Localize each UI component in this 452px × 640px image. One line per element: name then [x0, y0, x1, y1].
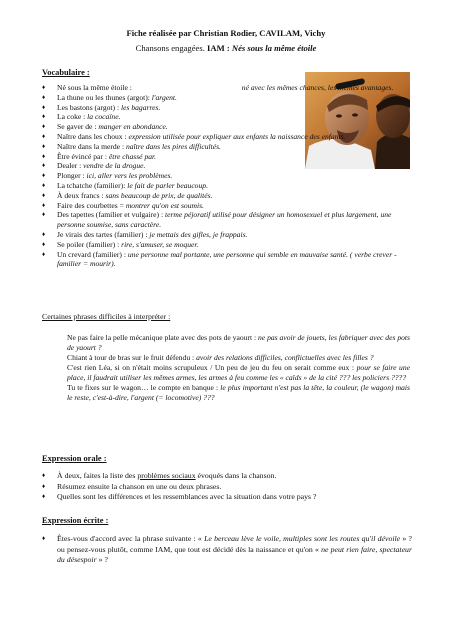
list-item: ♦ Né sous la même étoile : né avec les mêmes chances, les mêmes avantages.	[42, 83, 412, 93]
artist-name: IAM :	[207, 43, 230, 53]
list-item: ♦ Se gaver de : manger en abondance.	[42, 122, 412, 132]
author-credit: Fiche réalisée par Christian Rodier, CAVILAM, Vichy	[126, 28, 326, 38]
phrase-item: Ne pas faire la pelle mécanique plate avec des pots de yaourt : ne pas avoir de jouets, les fabriquer avec des pots de yaourt ?	[67, 333, 410, 352]
list-item: ♦ Dealer : vendre de la drogue.	[42, 161, 412, 171]
list-item: ♦ La coke : la cocaïne.	[42, 112, 412, 122]
phrase-item: Chiant à tour de bras sur le fruit défendu : avoir des relations difficiles, conflictuelles avec les filles ?	[67, 353, 374, 362]
oral-expression-heading: Expression orale :	[42, 454, 107, 463]
list-item: ♦ Plonger : ici, aller vers les problèmes.	[42, 171, 412, 181]
difficult-phrases-heading: Certaines phrases difficiles à interpréter :	[42, 312, 171, 321]
list-item: ♦ Se poiler (familier) : rire, s'amuser, se moquer.	[42, 240, 412, 250]
worksheet-subtitle	[0, 43, 452, 53]
list-item: ♦ Résumez ensuite la chanson en une ou deux phrases.	[42, 482, 412, 493]
list-item: ♦ Être évincé par : être chassé par.	[42, 152, 412, 162]
difficult-phrases-block	[67, 333, 410, 403]
social-problems-link[interactable]: problèmes sociaux	[137, 471, 196, 480]
list-item: ♦ Faire des courbettes = montrer qu'on est soumis.	[42, 201, 412, 211]
list-item: ♦ Les bastons (argot) : les bagarres.	[42, 103, 412, 113]
list-item: ♦ Je virais des tartes (familier) : je mettais des gifles, je frappais.	[42, 230, 412, 240]
list-item: ♦ Naître dans les choux : expression utilisée pour expliquer aux enfants la naissance des enfants.	[42, 132, 412, 142]
list-item: ♦ Naître dans la merde : naître dans les pires difficultés.	[42, 142, 412, 152]
song-title: Nés sous la même étoile	[231, 43, 317, 53]
list-item: ♦ Quelles sont les différences et les ressemblances avec la situation dans votre pays ?	[42, 492, 412, 503]
oral-expression-list	[42, 471, 412, 503]
phrase-item: C'est rien Léa, si on n'était moins scrupuleux / Un peu de jeu du feu on serait comme eux : pour se faire une place, il faudrait utiliser les mêmes armes, les armes à feu comme les « caïds » de la cité ??? les policiers ????	[67, 363, 410, 382]
list-item: ♦ À deux francs : sans beaucoup de prix, de qualités.	[42, 191, 412, 201]
written-expression-heading: Expression écrite :	[42, 516, 109, 525]
list-item: ♦ La thune ou les thunes (argot): l'argent.	[42, 93, 412, 103]
list-item: ♦ Un crevard (familier) : une personne mal portante, une personne qui semble en mauvaise santé. ( verbe crever - familier = mourir).	[42, 250, 412, 270]
vocabulary-heading: Vocabulaire :	[42, 68, 90, 77]
list-item: ♦ La tchatche (familier): le fait de parler beaucoup.	[42, 181, 412, 191]
written-expression-list	[42, 534, 412, 566]
phrase-item: Tu te fixes sur le wagon… le compte en banque : le plus important n'est pas la tête, la couleur, (le wagon) mais le reste, c'est-à-dire, l'argent (= locomotive) ???	[67, 383, 410, 402]
list-item: ♦ À deux, faites la liste des problèmes sociaux évoqués dans la chanson.	[42, 471, 412, 482]
list-item: ♦ Êtes-vous d'accord avec la phrase suivante : « Le berceau lève le voile, multiples sont les routes qu'il dévoile » ? ou pensez-vous plutôt, comme IAM, que tout est décidé dès la naissance et qu'on « ne peut rien faire, spectateur du désespoir » ?	[42, 534, 412, 566]
list-item: ♦ Des tapettes (familier et vulgaire) : terme péjoratif utilisé pour désigner un homosexuel et plus largement, une personne soumise, sans caractère.	[42, 210, 412, 230]
vocabulary-list	[42, 83, 412, 269]
subtitle-prefix: Chansons engagées.	[135, 43, 205, 53]
